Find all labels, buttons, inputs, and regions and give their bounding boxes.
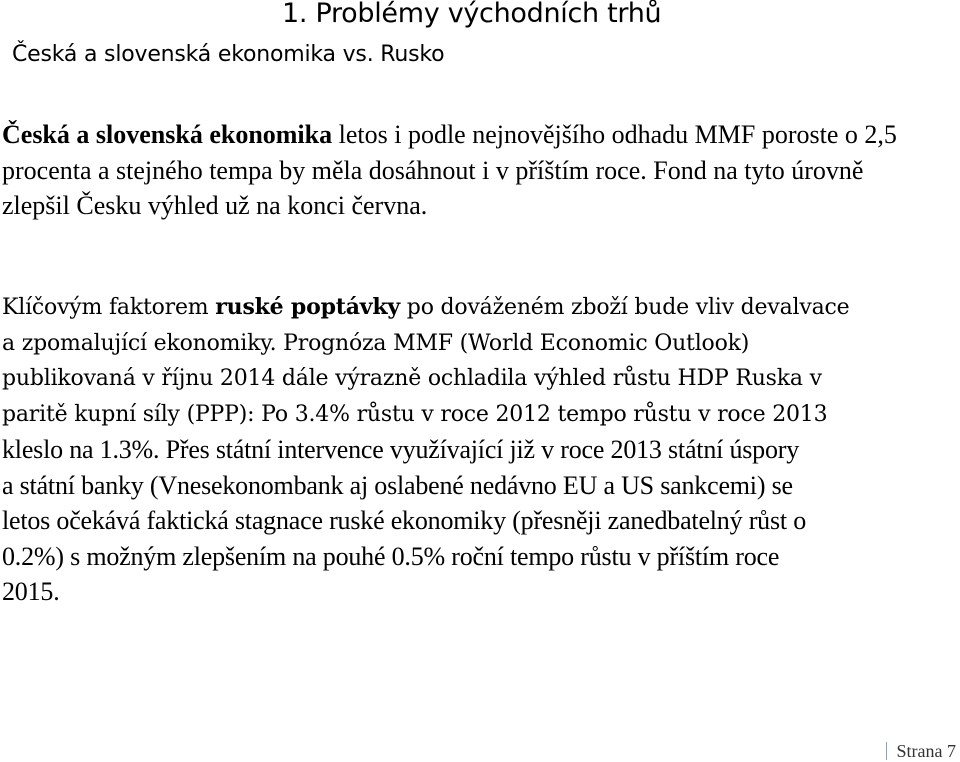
paragraph-line: paritě kupní síly (PPP): Po 3.4% růstu v roce 2012 tempo růstu v roce 2013 xyxy=(2,401,828,427)
paragraph-line: a zpomalující ekonomiky. Prognóza MMF (World Economic Outlook) xyxy=(2,330,750,356)
footer-divider xyxy=(886,742,887,760)
slide-subtitle: Česká a slovenská ekonomika vs. Rusko xyxy=(12,42,445,67)
paragraph-czech-slovak-economy xyxy=(2,117,960,224)
paragraph-line: 0.2%) s možným zlepšením na pouhé 0.5% roční tempo růstu v příštím roce xyxy=(2,541,780,571)
slide-title: 1. Problémy východních trhů xyxy=(282,0,662,29)
paragraph-line xyxy=(2,117,960,153)
paragraph-russian-demand xyxy=(2,290,960,610)
page-number: Strana 7 xyxy=(896,741,956,761)
paragraph-line: kleslo na 1.3%. Přes státní intervence využívající již v roce 2013 státní úspory xyxy=(2,435,800,464)
paragraph-line xyxy=(2,290,960,326)
text-run: letos i podle nejnovějšího odhadu MMF poroste o 2,5 xyxy=(332,120,897,149)
paragraph-line: 2015. xyxy=(2,577,60,606)
text-run: Klíčovým faktorem xyxy=(2,295,216,320)
page-footer xyxy=(886,740,956,762)
paragraph-line: publikovaná v říjnu 2014 dále výrazně ochladila výhled růstu HDP Ruska v xyxy=(2,366,822,391)
text-run: po dováženém zboží bude vliv devalvace xyxy=(400,295,850,320)
paragraph-line: a státní banky (Vnesekonombank aj oslabené nedávno EU a US sankcemi) se xyxy=(2,470,793,500)
bold-phrase: Česká a slovenská ekonomika xyxy=(2,120,333,149)
paragraph-line: letos očekává faktická stagnace ruské ekonomiky (přesněji zanedbatelný růst o xyxy=(2,506,807,535)
paragraph-line: procenta a stejného tempa by měla dosáhnout i v příštím roce. Fond na tyto úrovně xyxy=(2,155,864,185)
bold-phrase: ruské poptávky xyxy=(215,294,401,320)
paragraph-line: zlepšil Česku výhled už na konci června. xyxy=(2,191,428,220)
